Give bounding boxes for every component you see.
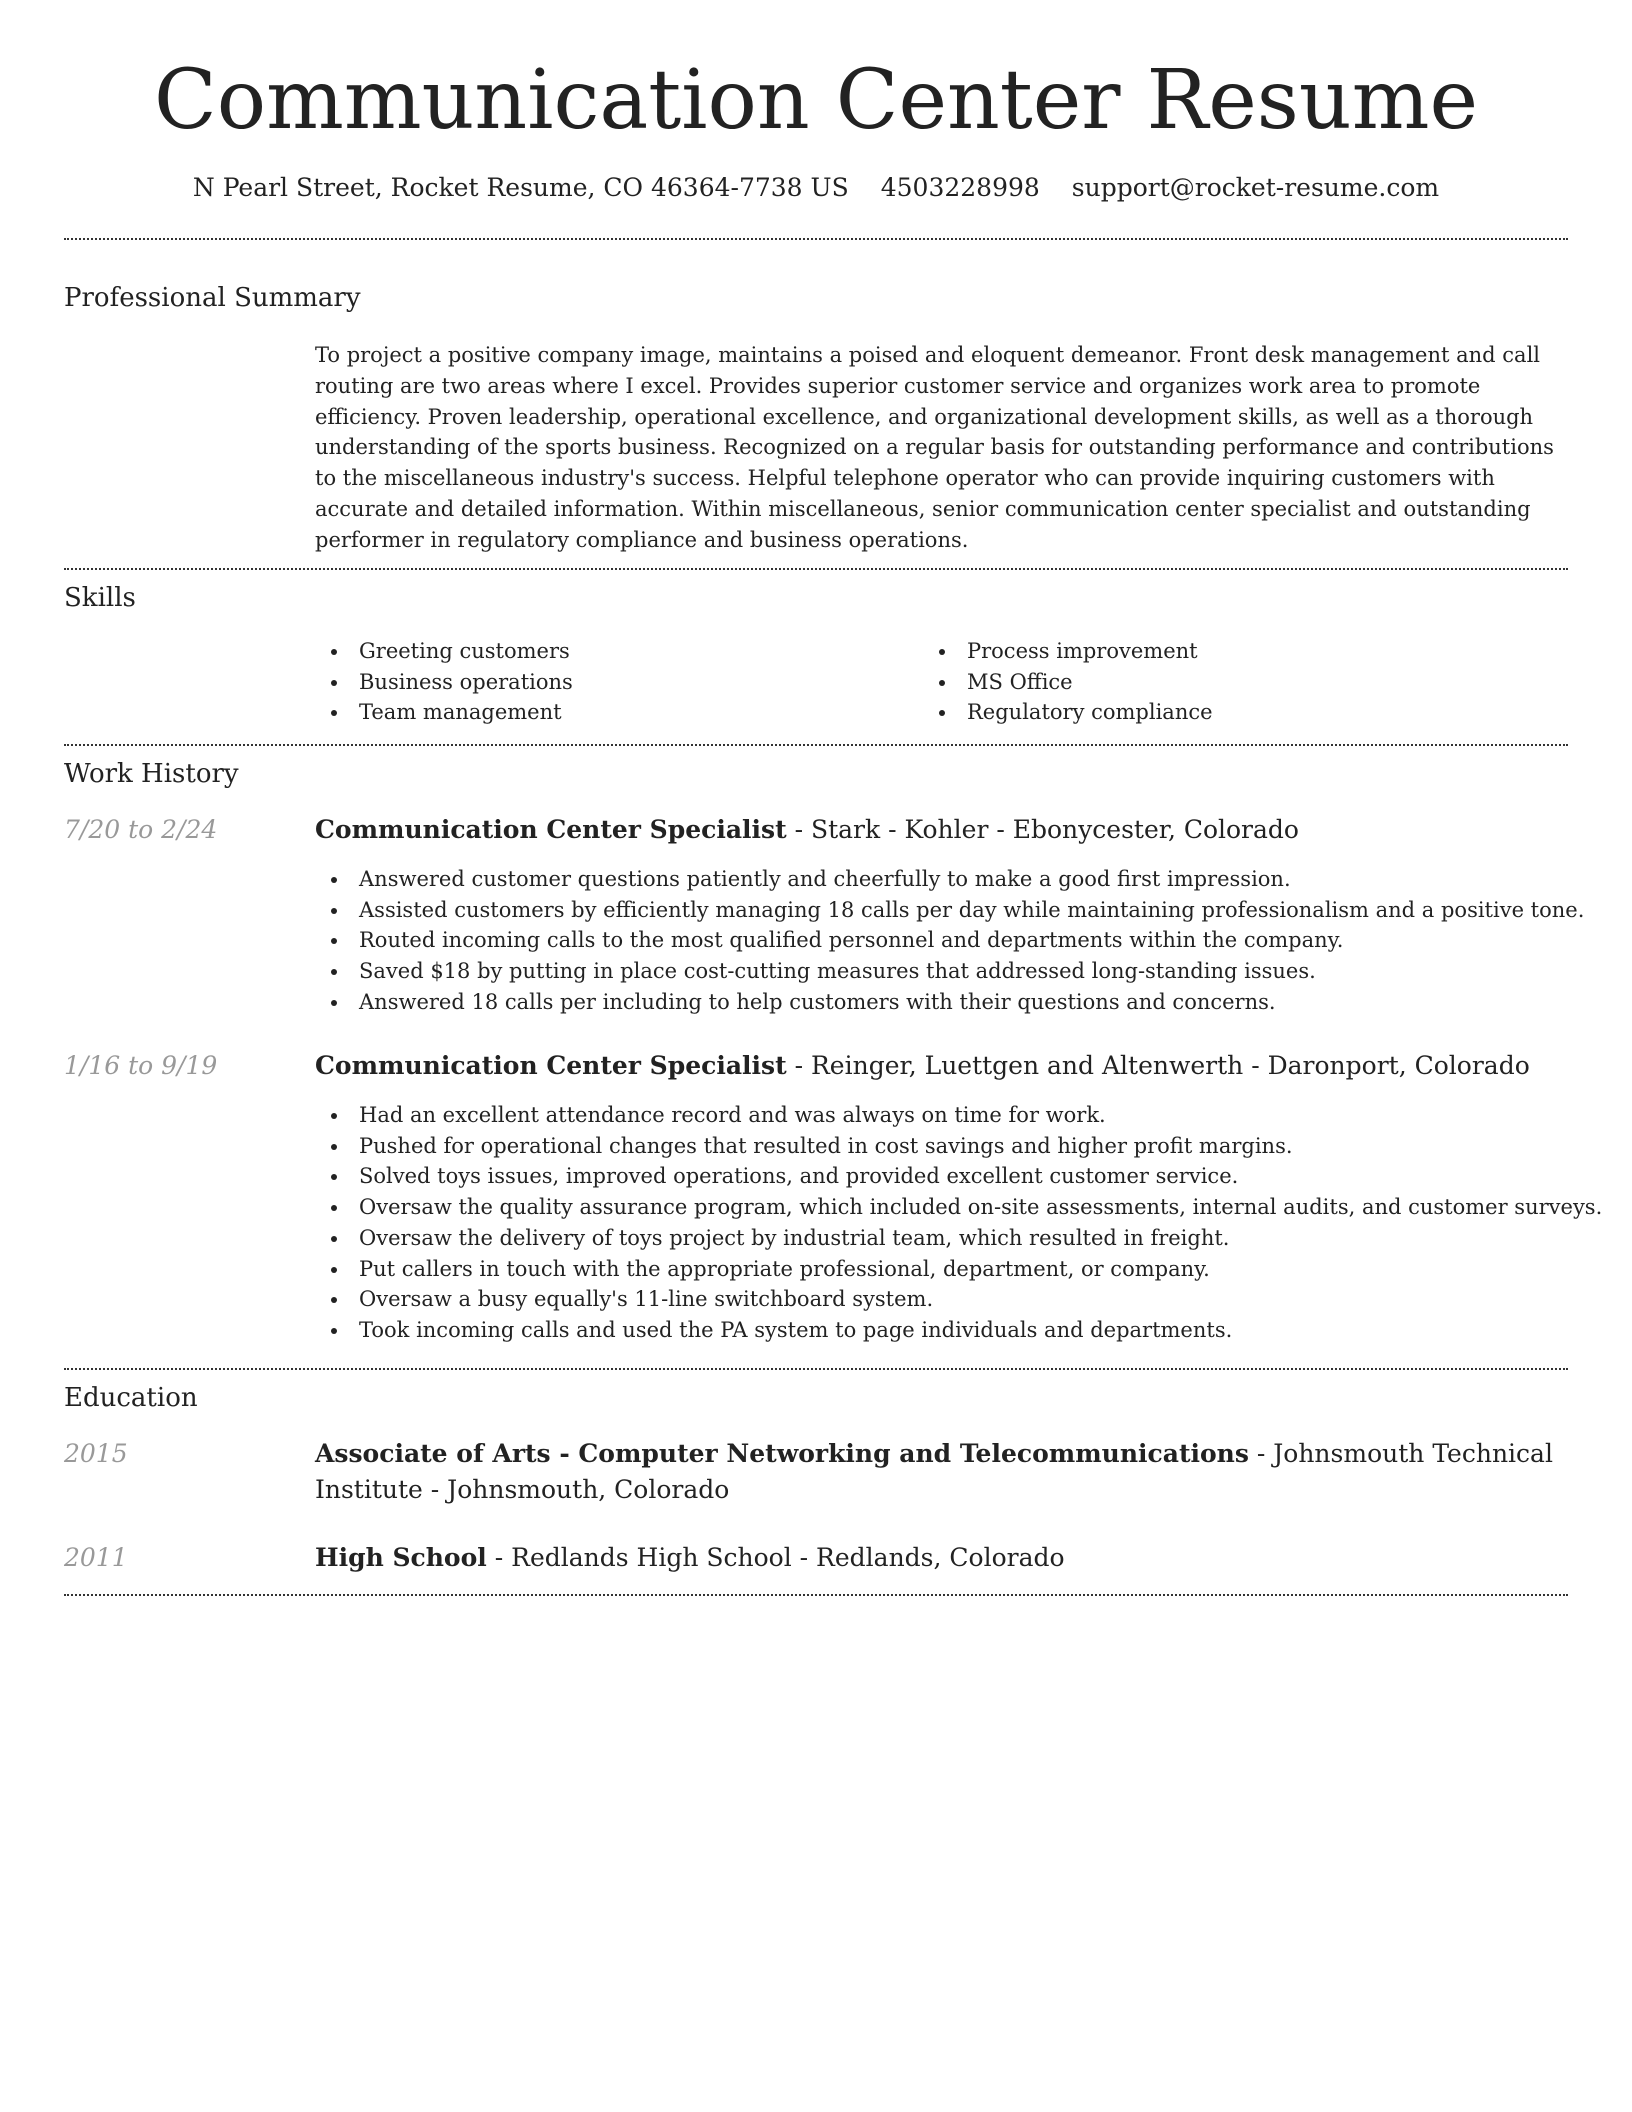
education-year: 2011 <box>64 1543 128 1572</box>
contact-line <box>0 170 1632 206</box>
skill-item: Business operations <box>315 667 875 698</box>
skill-item: Process improvement <box>923 636 1523 667</box>
work-history-heading: Work History <box>64 759 239 789</box>
section-divider <box>64 744 1568 746</box>
resume-title: Communication Center Resume <box>154 53 1478 148</box>
job-bullet: Routed incoming calls to the most qualified personnel and departments within the company. <box>315 925 1565 956</box>
job-bullets <box>315 1100 1603 1346</box>
skill-item: MS Office <box>923 667 1523 698</box>
job-bullet: Oversaw the quality assurance program, which included on-site assessments, internal audits, and customer surveys. <box>315 1192 1565 1223</box>
job-dates: 7/20 to 2/24 <box>64 815 218 844</box>
contact-email[interactable]: support@rocket-resume.com <box>1071 173 1440 202</box>
job-bullet: Oversaw a busy equally's 11-line switchboard system. <box>315 1284 1565 1315</box>
education-heading-line <box>315 1540 1565 1576</box>
section-divider <box>64 1594 1568 1596</box>
job-bullet: Oversaw the delivery of toys project by industrial team, which resulted in freight. <box>315 1223 1565 1254</box>
job-bullet: Answered customer questions patiently and cheerfully to make a good first impression. <box>315 864 1565 895</box>
contact-address: N Pearl Street, Rocket Resume, CO 46364-7738 US <box>192 173 849 202</box>
education-degree: High School <box>315 1543 487 1572</box>
job-details: - Stark - Kohler - Ebonycester, Colorado <box>786 815 1299 844</box>
job-bullets <box>315 864 1585 1018</box>
job-dates: 1/16 to 9/19 <box>64 1051 218 1080</box>
skill-item: Greeting customers <box>315 636 875 667</box>
job-bullet: Saved $18 by putting in place cost-cutting measures that addressed long-standing issues. <box>315 956 1565 987</box>
job-bullet: Solved toys issues, improved operations, and provided excellent customer service. <box>315 1161 1565 1192</box>
job-bullet: Had an excellent attendance record and was always on time for work. <box>315 1100 1565 1131</box>
summary-heading: Professional Summary <box>64 283 361 313</box>
skills-list-right <box>923 636 1523 728</box>
skill-item: Regulatory compliance <box>923 697 1523 728</box>
education-degree: Associate of Arts - Computer Networking and Telecommunications <box>315 1439 1249 1468</box>
skills-heading: Skills <box>64 583 136 613</box>
job-details: - Reinger, Luettgen and Altenwerth - Daronport, Colorado <box>786 1051 1530 1080</box>
education-details: - Redlands High School - Redlands, Colorado <box>486 1543 1065 1572</box>
section-divider <box>64 238 1568 240</box>
job-bullet: Answered 18 calls per including to help customers with their questions and concerns. <box>315 987 1565 1018</box>
job-role: Communication Center Specialist <box>315 815 787 844</box>
job-bullet: Took incoming calls and used the PA system to page individuals and departments. <box>315 1315 1565 1346</box>
education-heading-line <box>315 1436 1565 1508</box>
job-heading <box>315 1048 1565 1084</box>
job-bullet: Put callers in touch with the appropriate professional, department, or company. <box>315 1254 1565 1285</box>
skills-list-left <box>315 636 875 728</box>
job-bullet: Pushed for operational changes that resulted in cost savings and higher profit margins. <box>315 1131 1565 1162</box>
section-divider <box>64 1368 1568 1370</box>
job-role: Communication Center Specialist <box>315 1051 787 1080</box>
skill-item: Team management <box>315 697 875 728</box>
section-divider <box>64 568 1568 570</box>
contact-phone: 4503228998 <box>880 173 1040 202</box>
education-year: 2015 <box>64 1439 128 1468</box>
education-heading: Education <box>64 1383 198 1413</box>
job-heading <box>315 812 1565 848</box>
job-bullet: Assisted customers by efficiently managing 18 calls per day while maintaining professionalism and a positive tone. <box>315 895 1565 926</box>
summary-text: To project a positive company image, maintains a poised and eloquent demeanor. Front desk management and call routing are two areas where I excel. Provides superior customer service and organizes work area to promote efficiency. Proven leadership, operational excellence, and organizational development skills, as well as a thorough understanding of the sports business. Recognized on a regular basis for outstanding performance and contributions to the miscellaneous industry's success. Helpful telephone operator who can provide inquiring customers with accurate and detailed information. Within miscellaneous, senior communication center specialist and outstanding performer in regulatory compliance and business operations. <box>315 343 1554 552</box>
education-details: - Johnsmouth Technical Institute - Johnsmouth, Colorado <box>315 1439 1553 1504</box>
